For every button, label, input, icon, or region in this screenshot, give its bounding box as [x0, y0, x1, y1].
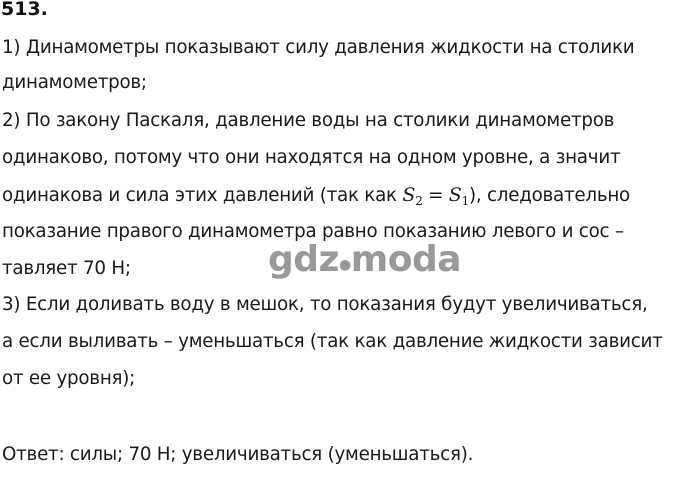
text-line-3: 2) По закону Паскаля, давление воды на столики динамометров — [2, 110, 615, 131]
text-line-5 — [2, 182, 630, 209]
text-line-6: показание правого динамометра равно показанию левого и сос – — [2, 221, 624, 242]
formula-s2 — [402, 184, 422, 206]
text-line-8: 3) Если доливать воду в мешок, то показания будут увеличиваться, — [2, 294, 648, 315]
text-line-1: 1) Динамометры показывают силу давления жидкости на столики — [2, 37, 635, 58]
task-number: 513. — [1, 0, 48, 20]
formula-s1 — [449, 184, 469, 206]
formula-s2-symbol: S — [402, 184, 416, 206]
watermark-part1: gdz — [268, 239, 339, 280]
answer-line: Ответ: силы; 70 Н; увеличиваться (уменьшаться). — [2, 444, 474, 465]
text-line-7: тавляет 70 Н; — [2, 258, 131, 279]
text-line-4: одинаково, потому что они находятся на одном уровне, а значит — [2, 147, 621, 168]
text-line-10: от ее уровня); — [2, 368, 136, 389]
formula-s1-symbol: S — [448, 184, 462, 206]
watermark-dot: ● — [339, 257, 351, 273]
watermark-logo — [268, 240, 461, 285]
watermark-part2: moda — [350, 239, 462, 280]
text-line-9: а если выливать – уменьшаться (так как давление жидкости зависит — [2, 331, 663, 352]
formula-equals: = — [422, 185, 449, 206]
text-line-5-end: ), следовательно — [468, 185, 630, 206]
text-line-2: динамометров; — [2, 72, 147, 93]
formula-s2-subscript: 2 — [415, 194, 423, 208]
text-line-5-start: одинакова и сила этих давлений (так как — [2, 185, 403, 206]
formula-s1-subscript: 1 — [461, 194, 469, 208]
